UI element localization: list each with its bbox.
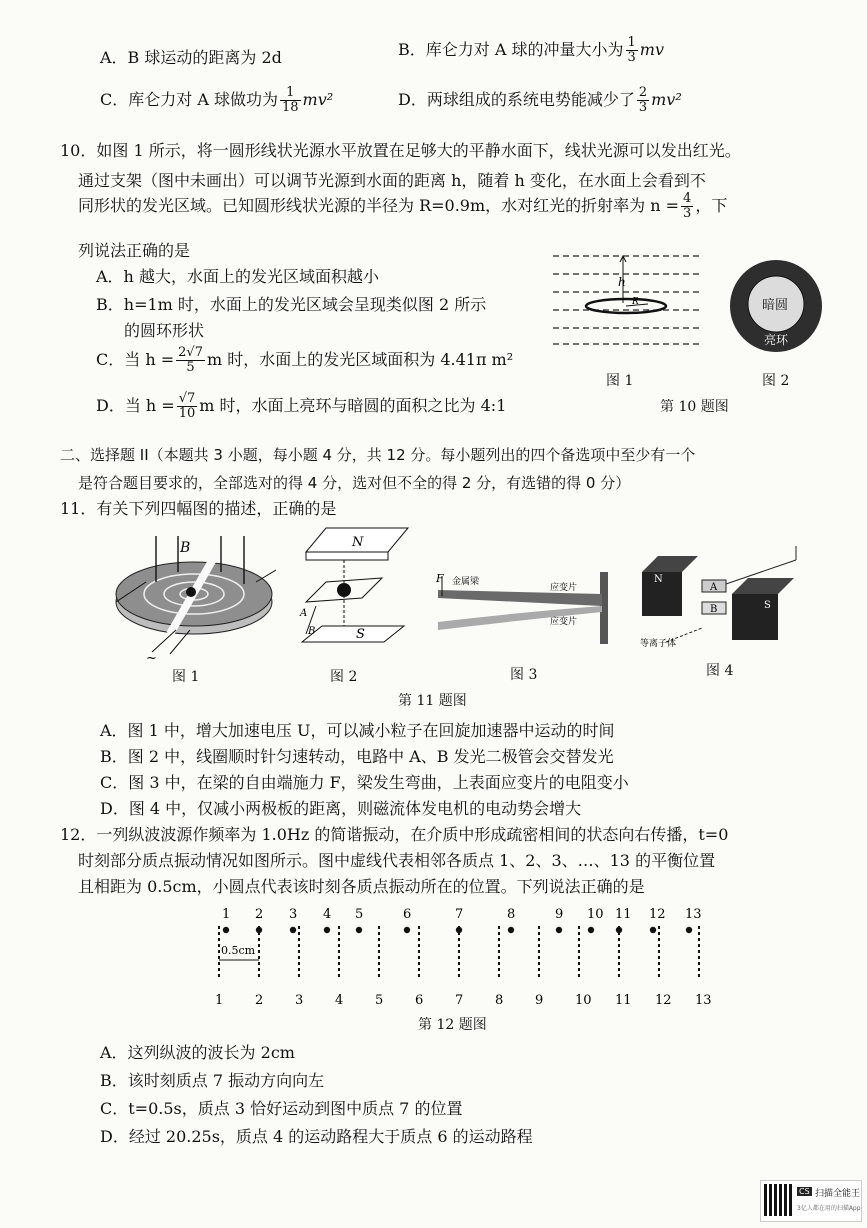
- particle-label: 4: [323, 907, 332, 922]
- q10-stem-line4: 列说法正确的是: [78, 241, 191, 260]
- q11-fig4-caption: 图 4: [706, 663, 734, 679]
- spacing-label: 0.5cm: [221, 944, 256, 957]
- q12-option-c: C．t=0.5s，质点 3 恰好运动到图中质点 7 的位置: [100, 1099, 463, 1118]
- particle-dot: [223, 927, 229, 933]
- q9-option-c: C．库仑力对 A 球做功为 $\frac{1}{18}$ mv²: [100, 85, 334, 115]
- q9-option-a: A．B 球运动的距离为 2d: [100, 48, 282, 67]
- fig2-N-label: N: [352, 535, 364, 550]
- particle-dot: [256, 927, 262, 933]
- q11-option-c: C．图 3 中，在梁的自由端施力 F，梁发生弯曲，上表面应变片的电阻变小: [100, 773, 629, 792]
- fig2-B-label: B: [308, 626, 316, 637]
- section-2-heading: 二、选择题 II（本题共 3 小题，每小题 4 分，共 12 分。每小题列出的四个备选项中至少有一个: [60, 446, 696, 464]
- label-R: R: [632, 297, 639, 307]
- particle-dot: [616, 927, 622, 933]
- particle-dot: [686, 927, 692, 933]
- fig4-S-label: S: [764, 600, 771, 611]
- stamp-subtitle: 3亿人都在用的扫描App: [797, 1205, 861, 1212]
- particle-dot: [324, 927, 330, 933]
- particle-label: 12: [649, 907, 666, 922]
- fig4-N-label: N: [654, 574, 663, 585]
- position-label: 2: [255, 993, 264, 1008]
- fraction: $\frac{2}{3}$: [638, 85, 648, 115]
- particle-label: 13: [685, 907, 702, 922]
- q10-figure-2: [728, 258, 824, 354]
- particle-label: 2: [255, 907, 264, 922]
- q10-stem-line2: 通过支架（图中未画出）可以调节光源到水面的距离 h，随着 h 变化，在水面上会看到不: [78, 171, 706, 190]
- q11-figure-1: [106, 522, 276, 662]
- q11-figure-4: [636, 542, 808, 654]
- q10-option-d: D．当 h = $\frac{√7}{10}$ m 时，水面上亮环与暗圆的面积之比为 4:1: [96, 391, 507, 421]
- particle-label: 10: [587, 907, 604, 922]
- q11-stem: 11．有关下列四幅图的描述，正确的是: [60, 499, 337, 518]
- particle-dot: [588, 927, 594, 933]
- position-label: 11: [615, 993, 632, 1008]
- q12-stem-line1: 12．一列纵波波源作频率为 1.0Hz 的简谐振动，在介质中形成疏密相间的状态向右传播，t=0: [60, 825, 729, 844]
- q10-option-b-cont: 的圆环形状: [124, 321, 205, 340]
- scanner-stamp: [760, 1180, 862, 1222]
- label-h: h: [618, 275, 626, 289]
- q10-figure-1: [548, 248, 708, 348]
- particle-label: 8: [507, 907, 516, 922]
- q11-fig1-caption: 图 1: [172, 669, 200, 685]
- q10-stem-line3: 同形状的发光区域。已知圆形线状光源的半径为 R=0.9m，水对红光的折射率为 n = $\frac{4}{3}$ ，下: [78, 191, 728, 221]
- q12-figure: [205, 904, 715, 1014]
- q11-option-d: D．图 4 中，仅减小两极板的距离，则磁流体发电机的电动势会增大: [100, 799, 582, 818]
- q9-option-b: B．库仑力对 A 球的冲量大小为 $\frac{1}{3}$ mv: [398, 35, 664, 65]
- particle-label: 9: [555, 907, 564, 922]
- fig3-F-label: F: [436, 572, 444, 585]
- position-label: 8: [495, 993, 504, 1008]
- position-label: 5: [375, 993, 384, 1008]
- section-2-heading-cont: 是符合题目要求的，全部选对的得 4 分，选对但不全的得 2 分，有选错的得 0 分）: [78, 474, 631, 492]
- stamp-title: 扫描全能王: [815, 1189, 861, 1199]
- q11-option-a: A．图 1 中，增大加速电压 U，可以减小粒子在回旋加速器中运动的时间: [100, 721, 615, 740]
- particle-dot: [290, 927, 296, 933]
- position-label: 10: [575, 993, 592, 1008]
- fraction: $\frac{√7}{10}$: [178, 391, 196, 421]
- q11-figure-title: 第 11 题图: [398, 693, 467, 709]
- q11-figure-2: [286, 516, 416, 656]
- stamp-badge: CS: [799, 1187, 810, 1196]
- q9-option-d: D．两球组成的系统电势能减少了 $\frac{2}{3}$ mv²: [398, 85, 682, 115]
- particle-dot: [556, 927, 562, 933]
- q12-figure-title: 第 12 题图: [418, 1017, 487, 1033]
- position-label: 3: [295, 993, 304, 1008]
- fig2-A-label: A: [300, 608, 308, 619]
- q12-option-b: B．该时刻质点 7 振动方向向左: [100, 1071, 325, 1090]
- q12-option-a: A．这列纵波的波长为 2cm: [100, 1043, 295, 1062]
- position-label: 13: [695, 993, 712, 1008]
- ac-symbol: ~: [146, 651, 157, 662]
- bright-ring-label: 亮环: [764, 333, 789, 347]
- position-label: 7: [455, 993, 464, 1008]
- q12-stem-line2: 时刻部分质点振动情况如图所示。图中虚线代表相邻各质点 1、2、3、…、13 的平衡位置: [78, 851, 716, 870]
- fig1-B-label: B: [180, 540, 191, 556]
- particle-label: 5: [355, 907, 364, 922]
- q10-stem-line1: 10．如图 1 所示，将一圆形线状光源水平放置在足够大的平静水面下，线状光源可以发出红光。: [60, 141, 741, 160]
- position-label: 4: [335, 993, 344, 1008]
- particle-dot: [356, 927, 362, 933]
- fig2-S-label: S: [356, 627, 365, 642]
- fraction: $\frac{2√7}{5}$: [178, 345, 203, 375]
- fig3-gauge-bottom-label: 应变片: [550, 617, 578, 627]
- q10-option-b: B．h=1m 时，水面上的发光区域会呈现类似图 2 所示: [96, 295, 487, 314]
- fig3-beam-label: 金属梁: [452, 577, 480, 587]
- q10-fig1-caption: 图 1: [606, 373, 634, 389]
- fraction: $\frac{1}{3}$: [627, 35, 636, 65]
- fraction: $\frac{1}{18}$: [281, 85, 299, 115]
- particle-dot: [508, 927, 514, 933]
- fig4-plasma-label: 等离子体: [640, 639, 677, 649]
- particle-label: 3: [289, 907, 298, 922]
- particle-label: 11: [615, 907, 632, 922]
- position-label: 12: [655, 993, 672, 1008]
- q11-option-b: B．图 2 中，线圈顺时针匀速转动，电路中 A、B 发光二极管会交替发光: [100, 747, 614, 766]
- particle-dot: [404, 927, 410, 933]
- q11-fig2-caption: 图 2: [330, 669, 358, 685]
- qr-code-icon: [764, 1184, 792, 1216]
- q10-option-c: C．当 h = $\frac{2√7}{5}$ m 时，水面上的发光区域面积为 4.41π m²: [96, 345, 514, 375]
- q10-fig2-caption: 图 2: [762, 373, 790, 389]
- position-label: 6: [415, 993, 424, 1008]
- particle-label: 1: [222, 907, 231, 922]
- q12-option-d: D．经过 20.25s，质点 4 的运动路程大于质点 6 的运动路程: [100, 1127, 533, 1146]
- position-label: 1: [215, 993, 224, 1008]
- particle-label: 7: [455, 907, 464, 922]
- q11-figure-3: [432, 568, 622, 648]
- position-label: 9: [535, 993, 544, 1008]
- fig4-B-label: B: [710, 604, 718, 615]
- particle-dot: [650, 927, 656, 933]
- q11-fig3-caption: 图 3: [510, 667, 538, 683]
- q10-option-a: A．h 越大，水面上的发光区域面积越小: [96, 267, 379, 286]
- particle-label: 6: [403, 907, 412, 922]
- fig4-A-label: A: [710, 582, 718, 593]
- particle-dot: [456, 927, 462, 933]
- q12-stem-line3: 且相距为 0.5cm，小圆点代表该时刻各质点振动所在的位置。下列说法正确的是: [78, 877, 645, 896]
- q10-figure-title: 第 10 题图: [660, 399, 729, 415]
- fig3-gauge-top-label: 应变片: [550, 583, 578, 593]
- dark-circle-label: 暗圆: [762, 298, 789, 313]
- fraction: $\frac{4}{3}$: [683, 191, 692, 221]
